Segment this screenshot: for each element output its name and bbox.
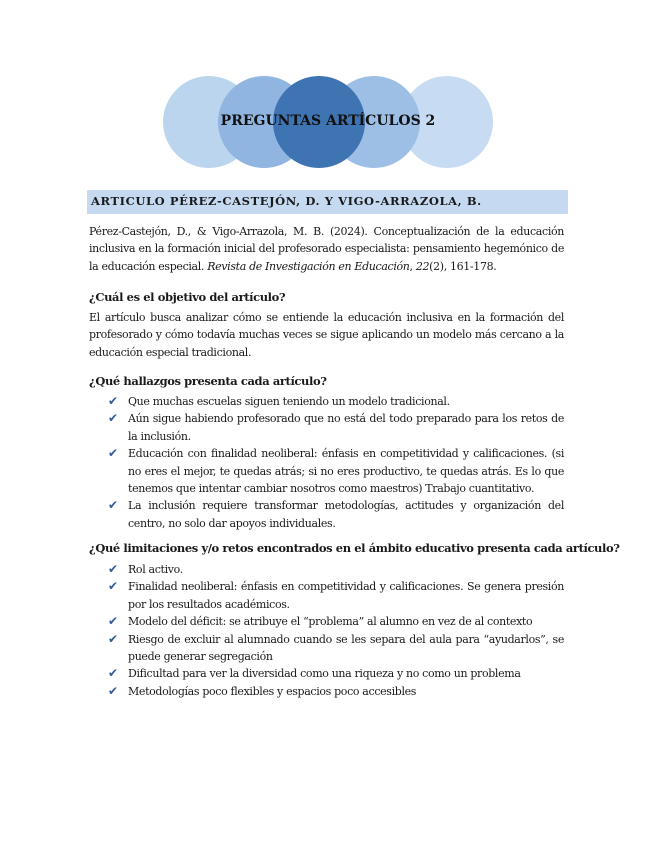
page-title: PREGUNTAS ARTÍCULOS 2 [220, 113, 436, 129]
checkmark-icon: ✔ [108, 614, 118, 629]
checkmark-icon: ✔ [108, 562, 118, 576]
citation-comma: , [409, 259, 416, 273]
citation [89, 223, 564, 275]
checkmark-icon: ✔ [108, 498, 118, 513]
citation-journal: Revista de Investigación en Educación [207, 259, 410, 273]
checkmark-icon: ✔ [108, 666, 118, 681]
list-item: ✔ Que muchas escuelas siguen teniendo un modelo tradicional. [106, 393, 564, 410]
list-item: ✔ Dificultad para ver la diversidad como una riqueza y no como un problema [106, 665, 564, 682]
checkmark-icon: ✔ [108, 411, 118, 426]
list-item: ✔ Modelo del déficit: se atribuye el “problema” al alumno en vez de al contexto [106, 613, 564, 630]
findings-question: ¿Qué hallazgos presenta cada artículo? [89, 374, 327, 388]
list-item: ✔ Metodologías poco flexibles y espacios poco accesibles [106, 683, 564, 700]
list-item: ✔ Riesgo de excluir al alumnado cuando se les separa del aula para “ayudarlos”, se puede generar segregación [108, 631, 564, 664]
article-heading-bar [87, 190, 568, 214]
citation-pages: (2), 161-178. [429, 259, 497, 273]
article-heading: ARTICULO PÉREZ-CASTEJÓN, D. Y VIGO-ARRAZOLA, B. [91, 194, 482, 208]
citation-authors: Pérez-Castejón, D., & Vigo-Arrazola, M. B. (2024). Conceptualización de la educación inclusiva en la formación inicial del profesorado especialista: pensamiento hegemónico de la educación especial. [89, 225, 564, 273]
findings-list [106, 393, 564, 532]
citation-volume: 22 [415, 259, 430, 273]
list-item: ✔ Aún sigue habiendo profesorado que no está del todo preparado para los retos de la inclusión. [108, 411, 564, 443]
limitations-list [106, 561, 564, 700]
checkmark-icon: ✔ [108, 394, 118, 408]
list-item: ✔ Finalidad neoliberal: énfasis en competitividad y calificaciones. Se genera presión por los resultados académicos. [108, 579, 564, 611]
objective-question: ¿Cuál es el objetivo del artículo? [89, 290, 286, 304]
checkmark-icon: ✔ [108, 446, 118, 461]
checkmark-icon: ✔ [108, 631, 118, 646]
list-item: ✔ La inclusión requiere transformar metodologías, actitudes y organización del centro, no solo dar apoyos individuales. [108, 498, 564, 530]
list-item: ✔ Rol activo. [106, 561, 564, 578]
objective-answer: El artículo busca analizar cómo se entiende la educación inclusiva en la formación del profesorado y cómo todavía muchas veces se sigue aplicando un modelo más cercano a la educación especial tradicional. [89, 311, 564, 359]
list-item: ✔ Educación con finalidad neoliberal: énfasis en competitividad y calificaciones. (si no eres el mejor, te quedas atrás; si no eres productivo, te quedas atrás. Es lo que tenemos que intentar cambiar nosotros como maestros) Trabajo cuantitativo. [108, 446, 564, 496]
checkmark-icon: ✔ [108, 579, 118, 594]
checkmark-icon: ✔ [108, 683, 118, 698]
limitations-question: ¿Qué limitaciones y/o retos encontrados en el ámbito educativo presenta cada artículo? [89, 541, 620, 555]
title-banner [163, 76, 493, 170]
